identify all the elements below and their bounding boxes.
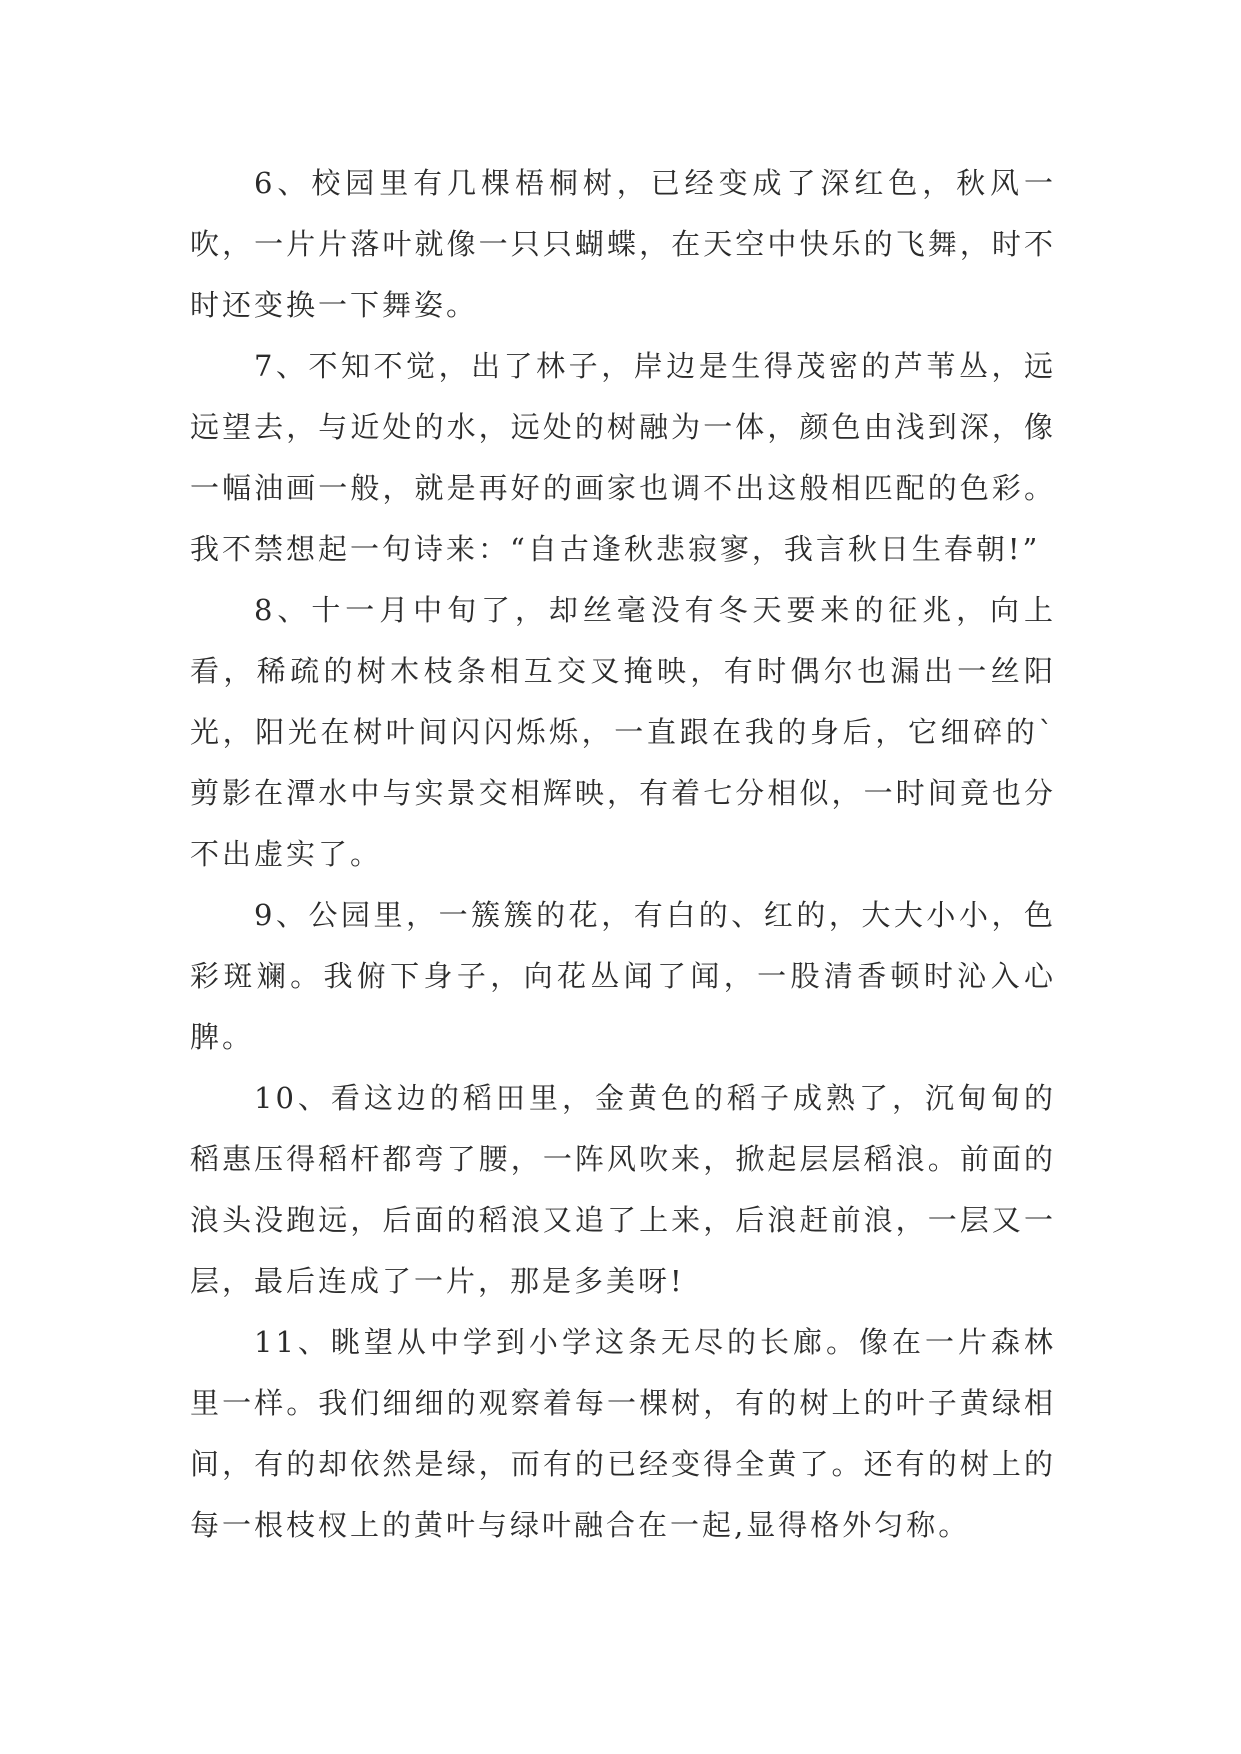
paragraph-7: 7、不知不觉，出了林子，岸边是生得茂密的芦苇丛，远远望去，与近处的水，远处的树融为一体，颜色由浅到深，像一幅油画一般，就是再好的画家也调不出这般相匹配的色彩。我不禁想起一句诗来：“自古逢秋悲寂寥，我言秋日生春朝!” [190,349,1056,566]
paragraph-6: 6、校园里有几棵梧桐树，已经变成了深红色，秋风一吹，一片片落叶就像一只只蝴蝶，在天空中快乐的飞舞，时不时还变换一下舞姿。 [190,166,1056,322]
paragraph-11: 11、眺望从中学到小学这条无尽的长廊。像在一片森林里一样。我们细细的观察着每一棵树，有的树上的叶子黄绿相间，有的却依然是绿，而有的已经变得全黄了。还有的树上的每一根枝杈上的黄叶与绿叶融合在一起,显得格外匀称。 [190,1325,1056,1542]
paragraph-8: 8、十一月中旬了，却丝毫没有冬天要来的征兆，向上看，稀疏的树木枝条相互交叉掩映，有时偶尔也漏出一丝阳光，阳光在树叶间闪闪烁烁，一直跟在我的身后，它细碎的`剪影在潭水中与实景交相辉映，有着七分相似，一时间竟也分不出虚实了。 [190,593,1056,871]
paragraph-9: 9、公园里，一簇簇的花，有白的、红的，大大小小，色彩斑斓。我俯下身子，向花丛闻了闻，一股清香顿时沁入心脾。 [190,898,1056,1054]
document-body [190,153,1056,1556]
paragraph-10: 10、看这边的稻田里，金黄色的稻子成熟了，沉甸甸的稻惠压得稻杆都弯了腰，一阵风吹来，掀起层层稻浪。前面的浪头没跑远，后面的稻浪又追了上来，后浪赶前浪，一层又一层，最后连成了一片，那是多美呀! [190,1081,1056,1298]
